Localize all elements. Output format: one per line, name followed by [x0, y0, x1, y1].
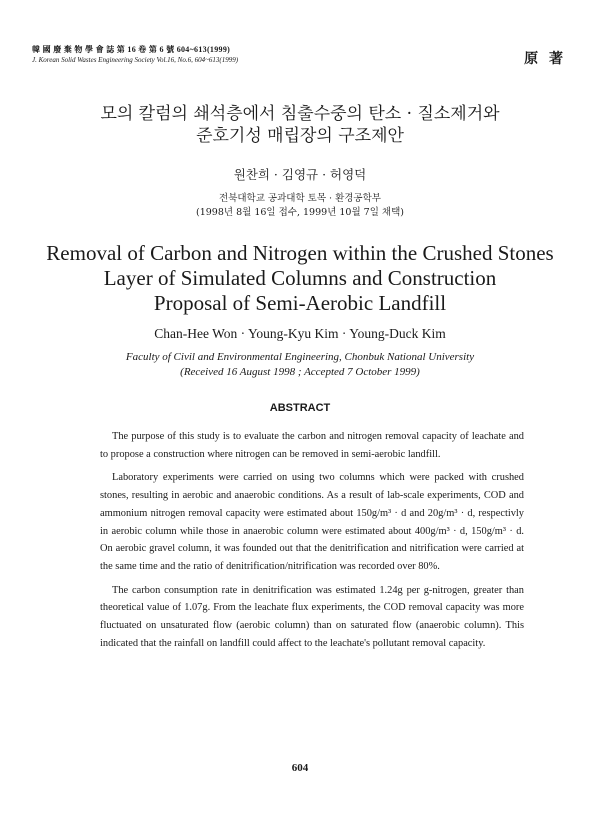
- journal-header: [32, 44, 238, 66]
- abstract-paragraph: The carbon consumption rate in denitrification was estimated 1.24g per g-nitrogen, greater than theoretical value of 1.07g. From the leachate flux experiments, the COD removal capacity was more fluctuated on unsaturated flow (aerobic column) than on saturated flow (anaerobic column). This indicated that the rainfall on landfill could affect to the leachate's pollutant removal capacity.: [100, 584, 524, 649]
- abstract-paragraph: Laboratory experiments were carried on using two columns which were packed with crushed stones, resulting in aerobic and anaerobic conditions. As a result of lab-scale experiments, COD and ammonium nitrogen removal capacity were estimated about 150g/m³ · d and 20g/m³ · d, respectivly in aerobic column while those in anaerobic column were estimated about 400g/m³ · d, 150g/m³ · d. On aerobic gravel column, it was founded out that the denitrification and nitrification were carried at the same time and the ratio of denitrification/nitrification was recorded over 80%.: [100, 472, 524, 572]
- abstract-heading: ABSTRACT: [269, 402, 331, 414]
- korean-affiliation: 전북대학교 공과대학 토목 · 환경공학부: [219, 193, 381, 204]
- english-authors: Chan-Hee Won · Young-Kyu Kim · Young-Duck Kim: [154, 326, 446, 341]
- journal-citation-english: J. Korean Solid Wastes Engineering Society Vol.16, No.6, 604~613(1999): [32, 56, 239, 64]
- korean-title-line-2: 준호기성 매립장의 구조제안: [196, 126, 404, 146]
- korean-affiliation-block: [0, 192, 600, 220]
- section-label: 原 著: [524, 51, 566, 67]
- korean-authors: 원찬희 · 김영규 · 허영덕: [233, 167, 367, 182]
- english-dates: (Received 16 August 1998 ; Accepted 7 October 1999): [180, 366, 420, 378]
- english-affiliation-block: [0, 350, 600, 380]
- english-title-line-3: Proposal of Semi-Aerobic Landfill: [153, 291, 447, 315]
- korean-dates: (1998년 8월 16일 접수, 1999년 10월 7일 채택): [196, 207, 404, 218]
- korean-title: [0, 103, 600, 147]
- english-title: [0, 241, 600, 316]
- english-title-line-2: Layer of Simulated Columns and Construction: [103, 266, 497, 290]
- abstract-body: [100, 428, 524, 658]
- korean-title-line-1: 모의 칼럼의 쇄석층에서 침출수중의 탄소 · 질소제거와: [100, 104, 500, 124]
- page-number: 604: [291, 762, 309, 774]
- journal-citation-korean: 韓 國 廢 棄 物 學 會 誌 第 16 卷 第 6 號 604~613(1999): [32, 45, 231, 54]
- abstract-paragraph: The purpose of this study is to evaluate the carbon and nitrogen removal capacity of leachate and to propose a construction where nitrogen can be removed in semi-aerobic landfill.: [100, 431, 524, 460]
- english-affiliation: Faculty of Civil and Environmental Engineering, Chonbuk National University: [125, 351, 475, 363]
- english-title-line-1: Removal of Carbon and Nitrogen within the Crushed Stones: [46, 241, 554, 265]
